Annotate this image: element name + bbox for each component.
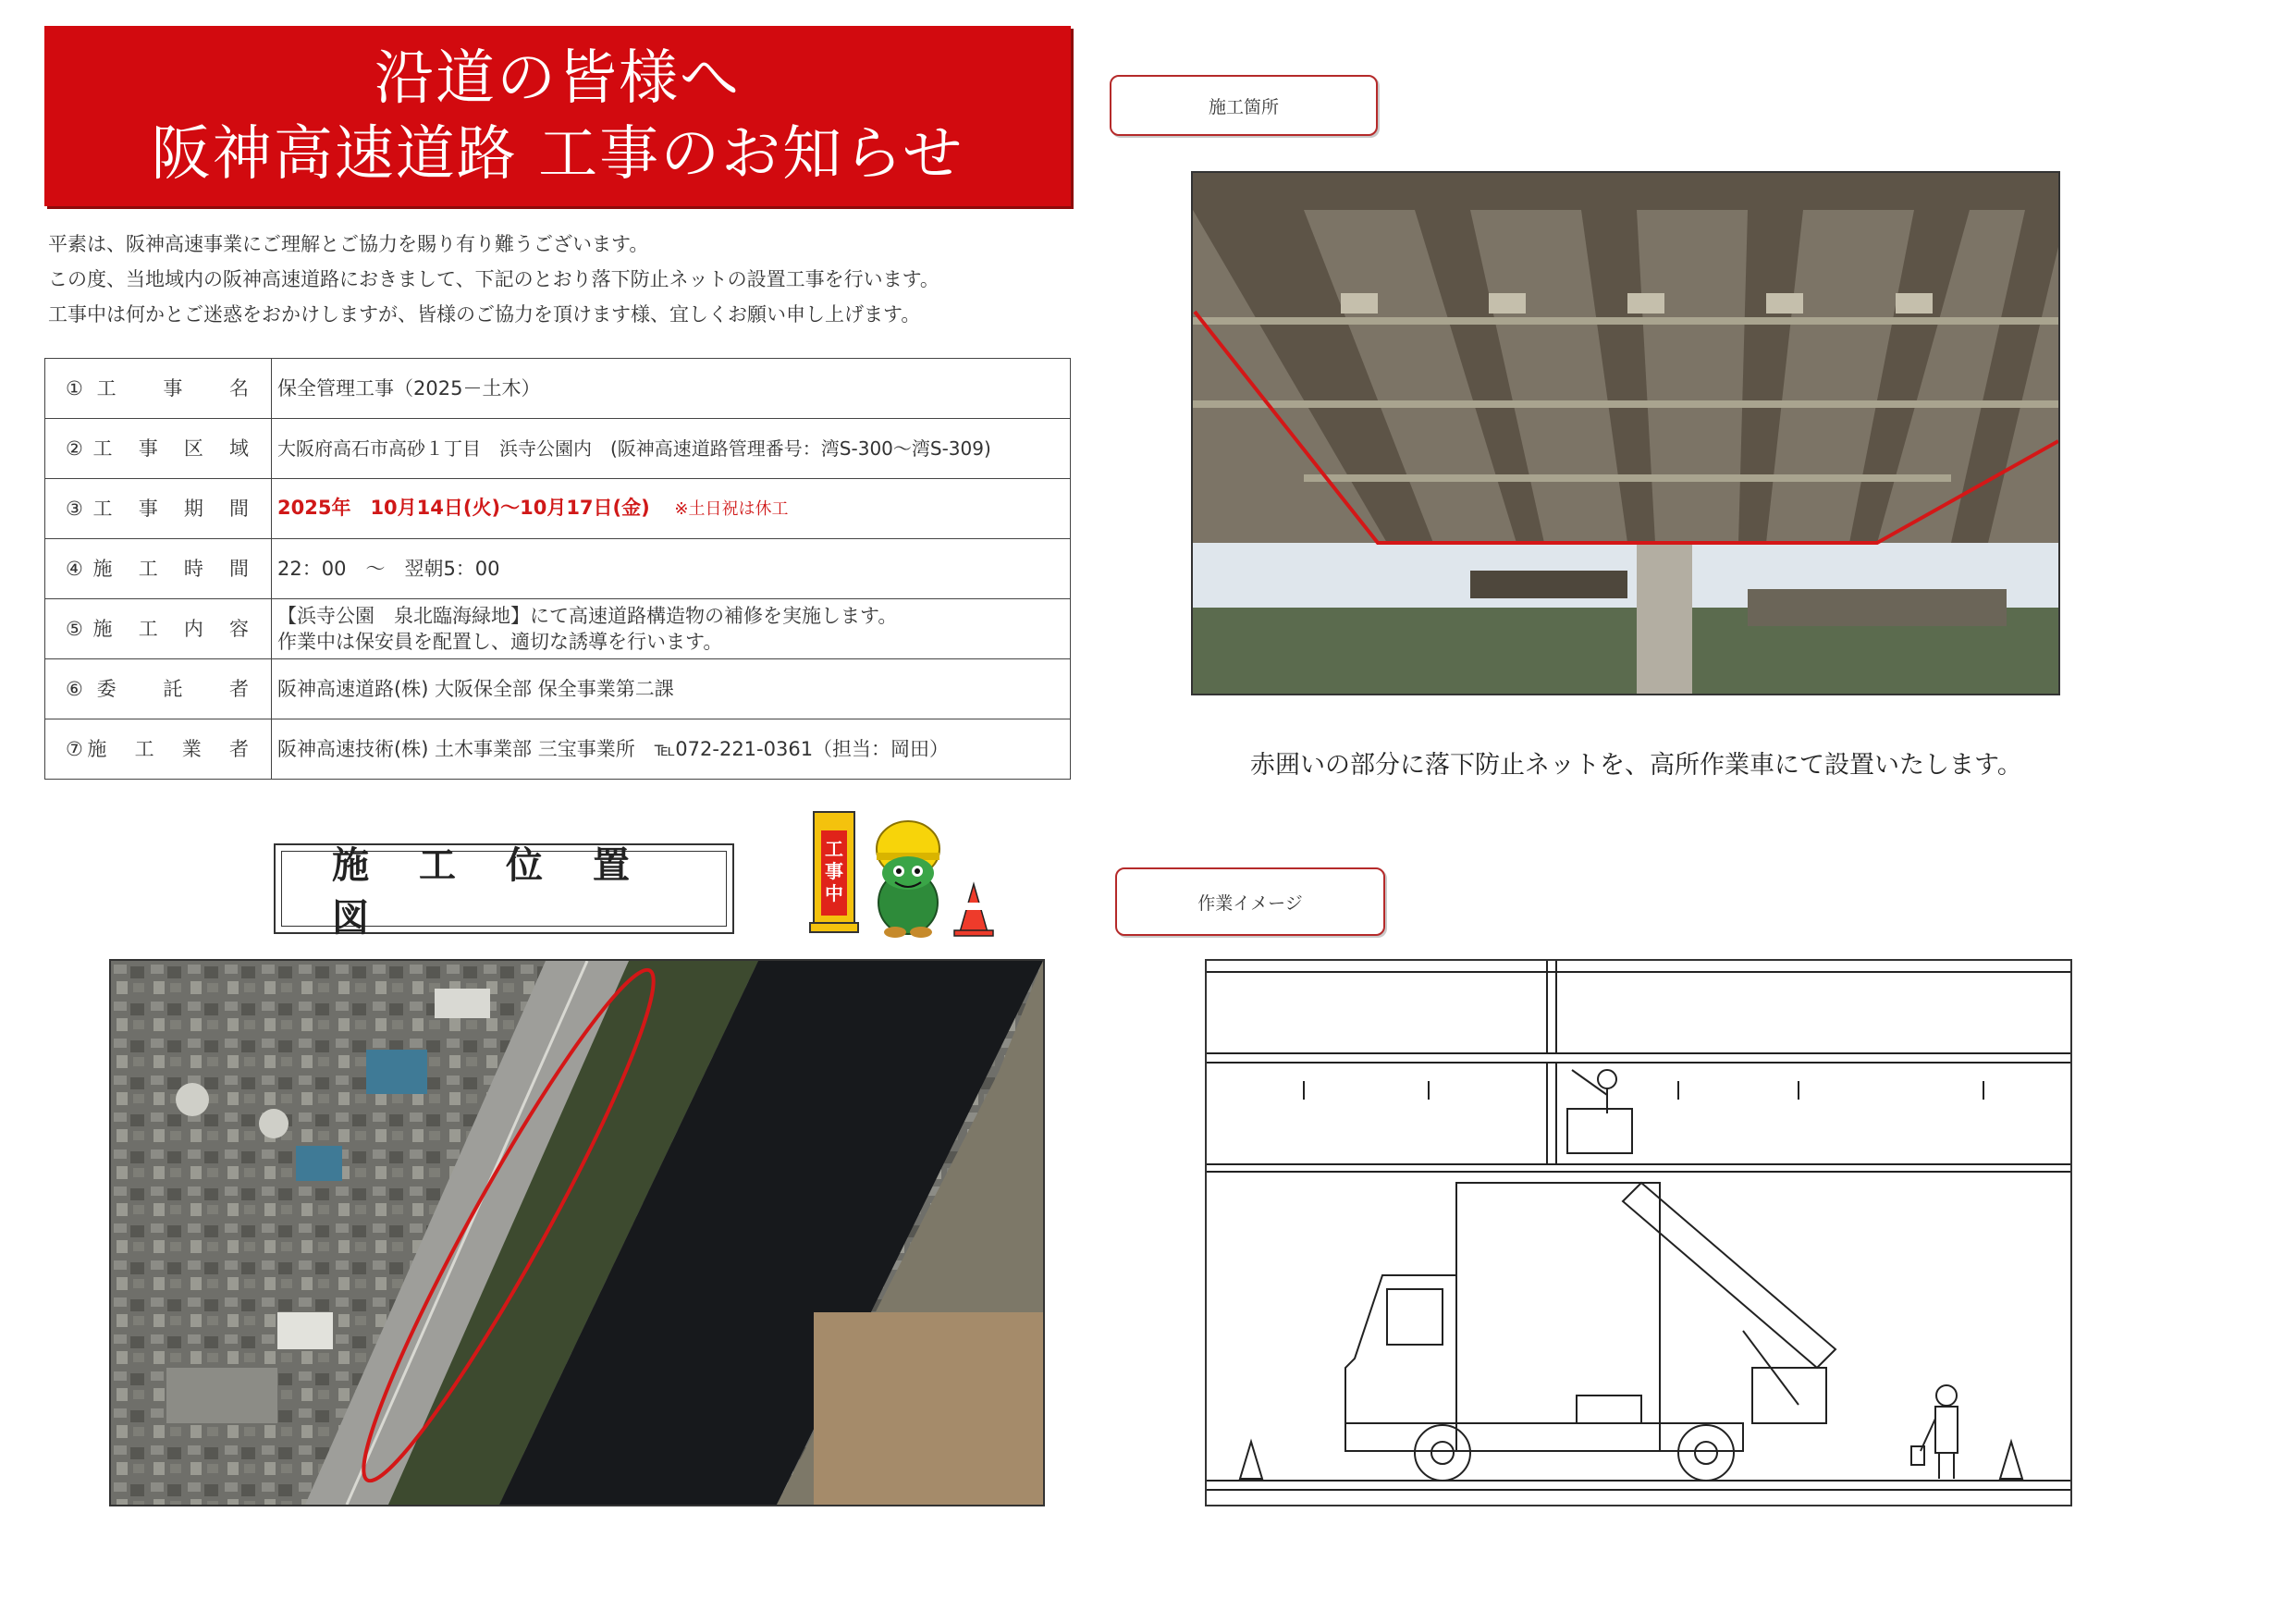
row-label-time: ④施 工 時 間 (45, 539, 272, 599)
construction-info-table (44, 358, 1071, 780)
row-value-period: 2025年 10月14日(火)～10月17日(金) (277, 497, 650, 519)
row-label-period: ③工 事 期 間 (45, 479, 272, 539)
row-label-name: ①工 事 名 (45, 359, 272, 419)
notice-banner (44, 26, 1071, 206)
row-value-name: 保全管理工事（2025－土木） (272, 359, 1071, 419)
section-label-work-image: 作業イメージ (1115, 867, 1385, 936)
row-value-contractor: 阪神高速技術(株) 土木事業部 三宝事業所 ℡072-221-0361（担当：岡田） (272, 719, 1071, 780)
row-label-area: ②工 事 区 域 (45, 419, 272, 479)
row-label-content: ⑤施 工 内 容 (45, 599, 272, 659)
row-label-contractor: ⑦施 工 業 者 (45, 719, 272, 780)
row-value-content-1: 【浜寺公園 泉北臨海緑地】にて高速道路構造物の補修を実施します。 (277, 605, 898, 627)
row-value-area: 大阪府高石市高砂１丁目 浜寺公園内 (阪神高速道路管理番号：湾S-300～湾S-309) (272, 419, 1071, 479)
aerial-location-map (109, 959, 1045, 1506)
table-row (45, 419, 1071, 479)
bridge-underside-photo (1191, 171, 2060, 695)
map-title-box (274, 843, 734, 940)
period-note: ※土日祝は休工 (674, 499, 789, 519)
row-value-content-cell (272, 599, 1071, 659)
row-value-client: 阪神高速道路(株) 大阪保全部 保全事業第二課 (272, 659, 1071, 719)
row-value-time: 22：00 ～ 翌朝5：00 (272, 539, 1071, 599)
row-value-period-cell (272, 479, 1071, 539)
intro-line-1: 平素は、阪神高速事業にご理解とご協力を賜り有り難うございます。 (48, 233, 649, 255)
intro-line-3: 工事中は何かとご迷惑をおかけしますが、皆様のご協力を頂けます様、宜しくお願い申し上げます。 (48, 303, 921, 326)
work-image-sketch (1205, 959, 2072, 1506)
table-row (45, 599, 1071, 659)
construction-sign-text: 工事中 (825, 838, 843, 904)
intro-line-2: この度、当地域内の阪神高速道路におきまして、下記のとおり落下防止ネットの設置工事を行います。 (48, 268, 939, 290)
table-row (45, 719, 1071, 780)
photo-caption: 赤囲いの部分に落下防止ネットを、高所作業車にて設置いたします。 (1250, 751, 2022, 780)
banner-line-2: 阪神高速道路 工事のお知らせ (151, 120, 964, 189)
banner-line-1: 沿道の皆様へ (374, 44, 741, 113)
table-row (45, 359, 1071, 419)
table-row (45, 539, 1071, 599)
table-row (45, 659, 1071, 719)
section-label-site: 施工箇所 (1110, 75, 1378, 136)
map-title: 施工位置図 (281, 851, 727, 927)
table-row (45, 479, 1071, 539)
row-value-content-2: 作業中は保安員を配置し、適切な誘導を行います。 (277, 631, 723, 653)
row-label-client: ⑥委 託 者 (45, 659, 272, 719)
mascot-illustration (804, 793, 1008, 941)
